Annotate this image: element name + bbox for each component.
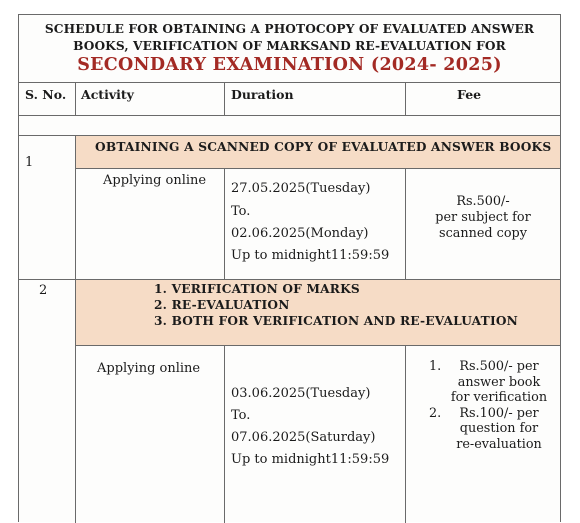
row-1-fee-line-1: Rs.500/- [456, 194, 510, 209]
row-1-sno: 1 [25, 155, 34, 170]
col-rule-duration-row2 [405, 345, 406, 523]
title-line-2: BOOKS, VERIFICATION OF MARKSAND RE-EVALUATION FOR [73, 39, 506, 53]
row-2-fee-item-1 [429, 359, 551, 406]
header-sno: S. No. [25, 87, 67, 102]
row-2-fee-item-2-line-3: re-evaluation [456, 436, 542, 452]
row-2-fee-item-2 [429, 406, 551, 453]
section-band-2-item-3: 3. BOTH FOR VERIFICATION AND RE-EVALUATION [154, 314, 519, 328]
row-1-duration-time: Up to midnight11:59:59 [231, 248, 390, 263]
row-2-fee-item-1-line-2: answer book [457, 374, 541, 390]
row-1-duration-end: 02.06.2025(Monday) [231, 226, 369, 241]
header-activity: Activity [81, 87, 134, 102]
header-fee: Fee [457, 87, 482, 102]
row-1-activity: Applying online [103, 173, 207, 188]
row-1-fee [406, 194, 560, 242]
row-1-fee-line-2: per subject for [435, 210, 531, 225]
row-2-activity: Applying online [97, 361, 201, 376]
section-band-1-title: OBTAINING A SCANNED COPY OF EVALUATED ANSWER BOOKS [95, 140, 552, 154]
rule-band2-bottom [75, 345, 560, 346]
row-2-sno: 2 [39, 283, 48, 298]
row-2-fee-item-2-number: 2. [429, 405, 442, 421]
row-2-duration-to: To. [231, 408, 251, 423]
row-2-fee-item-2-line-2: question for [459, 421, 539, 436]
col-rule-duration-header [405, 82, 406, 115]
row-2-fee-item-2-line-1: Rs.100/- per [459, 405, 539, 421]
col-rule-activity-row2 [224, 345, 225, 523]
row-2-fee-item-1-number: 1. [429, 359, 442, 374]
schedule-document [18, 14, 561, 522]
col-rule-activity-row1 [224, 168, 225, 279]
rule-header-bottom [19, 115, 560, 116]
row-2-fee [429, 359, 551, 452]
row-2-fee-item-1-line-1: Rs.500/- per [459, 359, 539, 374]
row-1-duration-to: To. [231, 204, 251, 219]
title-line-3: SECONDARY EXAMINATION (2024- 2025) [77, 55, 502, 75]
section-band-2-item-1: 1. VERIFICATION OF MARKS [154, 282, 360, 296]
row-1-duration-start: 27.05.2025(Tuesday) [231, 181, 371, 196]
title-line-1: SCHEDULE FOR OBTAINING A PHOTOCOPY OF EVALUATED ANSWER [44, 22, 535, 36]
rule-band1-bottom [75, 168, 560, 169]
header-duration: Duration [231, 87, 294, 102]
row-2-duration-time: Up to midnight11:59:59 [231, 452, 390, 467]
row-1-fee-line-3: scanned copy [439, 226, 527, 241]
document-title [19, 15, 560, 83]
row-2-duration-start: 03.06.2025(Tuesday) [231, 386, 371, 401]
section-band-2-item-2: 2. RE-EVALUATION [154, 298, 290, 312]
row-2-duration-end: 07.06.2025(Saturday) [231, 430, 376, 445]
row-2-fee-item-1-line-3: for verification [450, 390, 548, 405]
col-rule-sno-header [75, 82, 76, 115]
col-rule-activity-header [224, 82, 225, 115]
